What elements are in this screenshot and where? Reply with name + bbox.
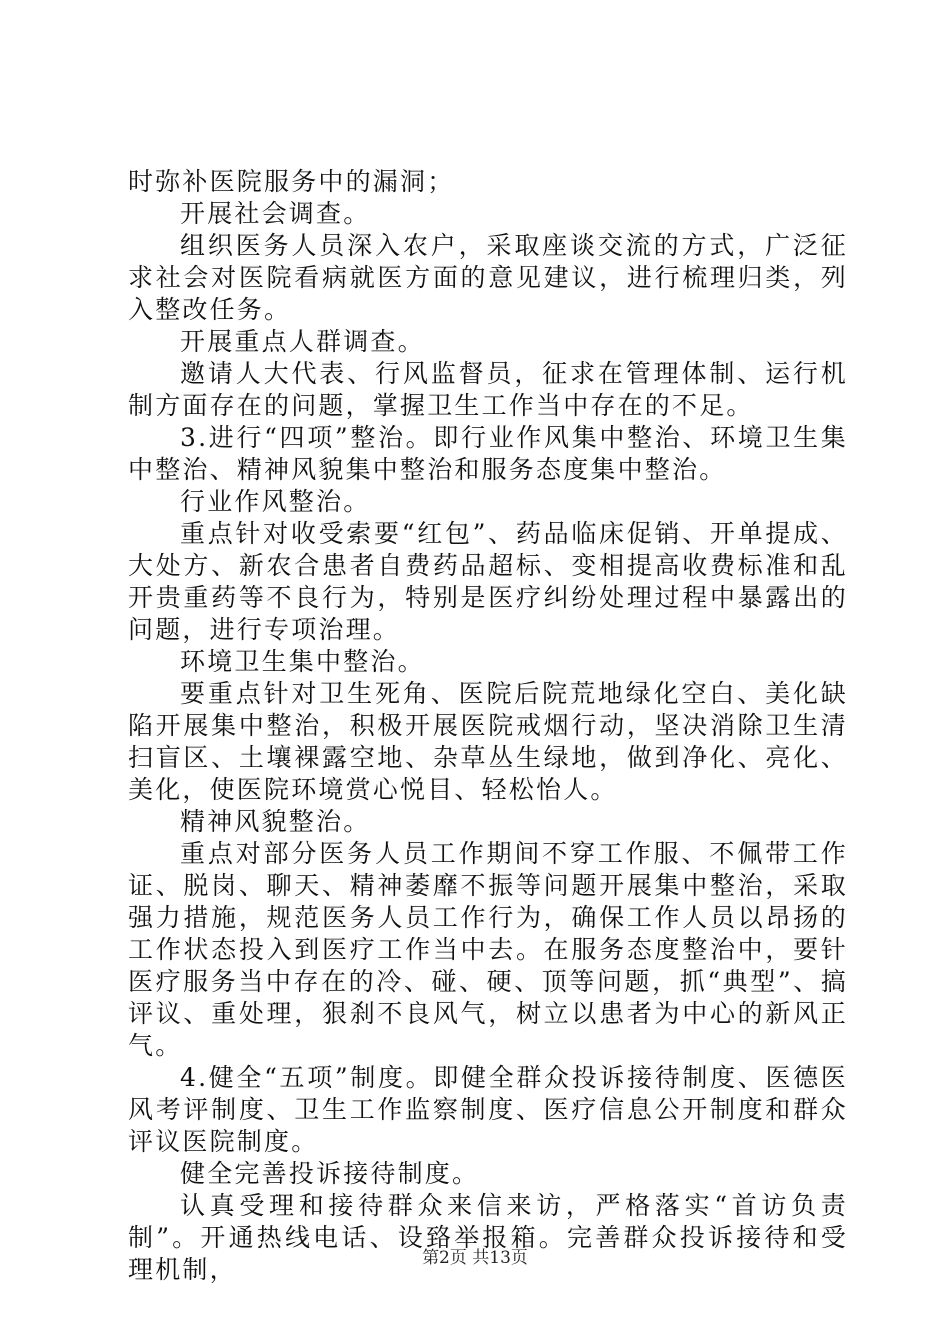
document-body: [128, 166, 848, 1286]
paragraph: 环境卫生集中整治。: [180, 647, 425, 676]
paragraph: 健全完善投诉接待制度。: [180, 1159, 480, 1188]
page-footer: 第2页 共13页: [422, 1248, 528, 1268]
paragraph: 重点对部分医务人员工作期间不穿工作服、不佩带工作证、脱岗、聊天、精神萎靡不振等问题开展集中整治，采取强力措施，规范医务人员工作行为，确保工作人员以昂扬的工作状态投入到医疗工作当中去。在服务态度整治中，要针医疗服务当中存在的冷、碰、硬、顶等问题，抓“典型”、搞评议、重处理，狠刹不良风气，树立以患者为中心的新风正气。: [128, 839, 848, 1060]
paragraph: 精神风貌整治。: [180, 807, 371, 836]
paragraph: 3.进行“四项”整治。即行业作风集中整治、环境卫生集中整治、精神风貌集中整治和服务态度集中整治。: [128, 423, 848, 484]
paragraph: 开展重点人群调查。: [180, 327, 425, 356]
paragraph: 4.健全“五项”制度。即健全群众投诉接待制度、医德医风考评制度、卫生工作监察制度、医疗信息公开制度和群众评议医院制度。: [128, 1063, 848, 1156]
paragraph: 时弥补医院服务中的漏洞；: [128, 167, 455, 196]
paragraph: 组织医务人员深入农户，采取座谈交流的方式，广泛征求社会对医院看病就医方面的意见建议，进行梳理归类，列入整改任务。: [128, 231, 848, 324]
paragraph: 要重点针对卫生死角、医院后院荒地绿化空白、美化缺陷开展集中整治，积极开展医院戒烟行动，坚决消除卫生清扫盲区、土壤裸露空地、杂草丛生绿地，做到净化、亮化、美化，使医院环境赏心悦目、轻松怡人。: [128, 679, 848, 804]
paragraph: 行业作风整治。: [180, 487, 371, 516]
paragraph: 重点针对收受索要“红包”、药品临床促销、开单提成、大处方、新农合患者自费药品超标、变相提高收费标准和乱开贵重药等不良行为，特别是医疗纠纷处理过程中暴露出的问题，进行专项治理。: [128, 519, 848, 644]
paragraph: 认真受理和接待群众来信来访，严格落实“首访负责制”。开通热线电话、设臵举报箱。完善群众投诉接待和受理机制，: [128, 1191, 848, 1284]
paragraph: 邀请人大代表、行风监督员，征求在管理体制、运行机制方面存在的问题，掌握卫生工作当中存在的不足。: [128, 359, 848, 420]
paragraph: 开展社会调查。: [180, 199, 371, 228]
